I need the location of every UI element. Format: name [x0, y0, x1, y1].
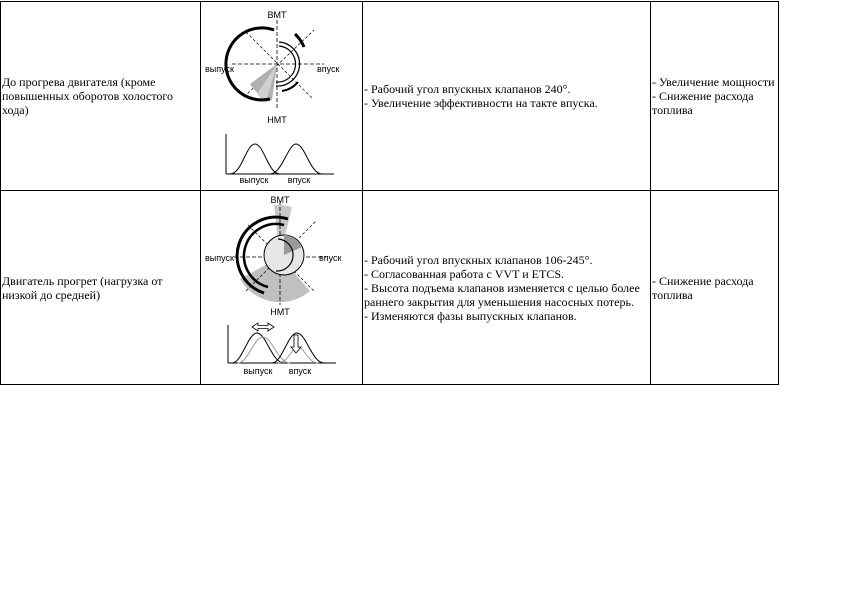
- bdc-label: НМТ: [270, 307, 290, 317]
- description-line: - Изменяются фазы выпускных клапанов.: [364, 308, 577, 323]
- exhaust-label: выпуск: [205, 64, 234, 74]
- diagram-cell: [201, 191, 363, 385]
- tdc-label: ВМТ: [270, 195, 290, 205]
- description-line: - Рабочий угол впускных клапанов 106-245°.: [364, 252, 593, 267]
- graph-intake-label: впуск: [288, 366, 312, 376]
- valve-timing-table: [0, 1, 779, 385]
- intake-label: впуск: [319, 253, 342, 263]
- description-cell: [363, 2, 651, 191]
- graph-intake-label: впуск: [287, 175, 311, 185]
- condition-cell: [1, 191, 201, 385]
- bdc-label: НМТ: [267, 115, 287, 125]
- description-line: - Увеличение эффективности на такте впуска.: [364, 96, 598, 110]
- result-line: - Снижение расхода топлива: [652, 273, 754, 302]
- intake-label: впуск: [317, 64, 340, 74]
- graph-exhaust-label: выпуск: [239, 175, 269, 185]
- valve-timing-diagram-cold: [202, 2, 362, 187]
- description-cell: [363, 191, 651, 385]
- condition-text: До прогрева двигателя (кроме повышенных оборотов холостого хода): [2, 75, 174, 117]
- result-cell: [651, 191, 779, 385]
- description-line: - Рабочий угол впускных клапанов 240°.: [364, 82, 571, 96]
- tdc-label: ВМТ: [267, 10, 287, 20]
- description-line: - Высота подъема клапанов изменяется с целью более раннего закрытия для уменьшения насосных потерь.: [364, 280, 640, 309]
- result-line: - Снижение расхода топлива: [652, 89, 754, 117]
- table-row: [1, 2, 779, 191]
- table-row: [1, 191, 779, 385]
- valve-timing-diagram-warm: [202, 191, 362, 381]
- exhaust-label: выпуск: [205, 253, 234, 263]
- diagram-cell: [201, 2, 363, 191]
- graph-exhaust-label: выпуск: [243, 366, 273, 376]
- result-cell: [651, 2, 779, 191]
- condition-cell: [1, 2, 201, 191]
- result-line: - Увеличение мощности: [652, 75, 775, 89]
- condition-text: Двигатель прогрет (нагрузка от низкой до средней): [2, 273, 163, 302]
- description-line: - Согласованная работа с VVT и ETCS.: [364, 266, 564, 281]
